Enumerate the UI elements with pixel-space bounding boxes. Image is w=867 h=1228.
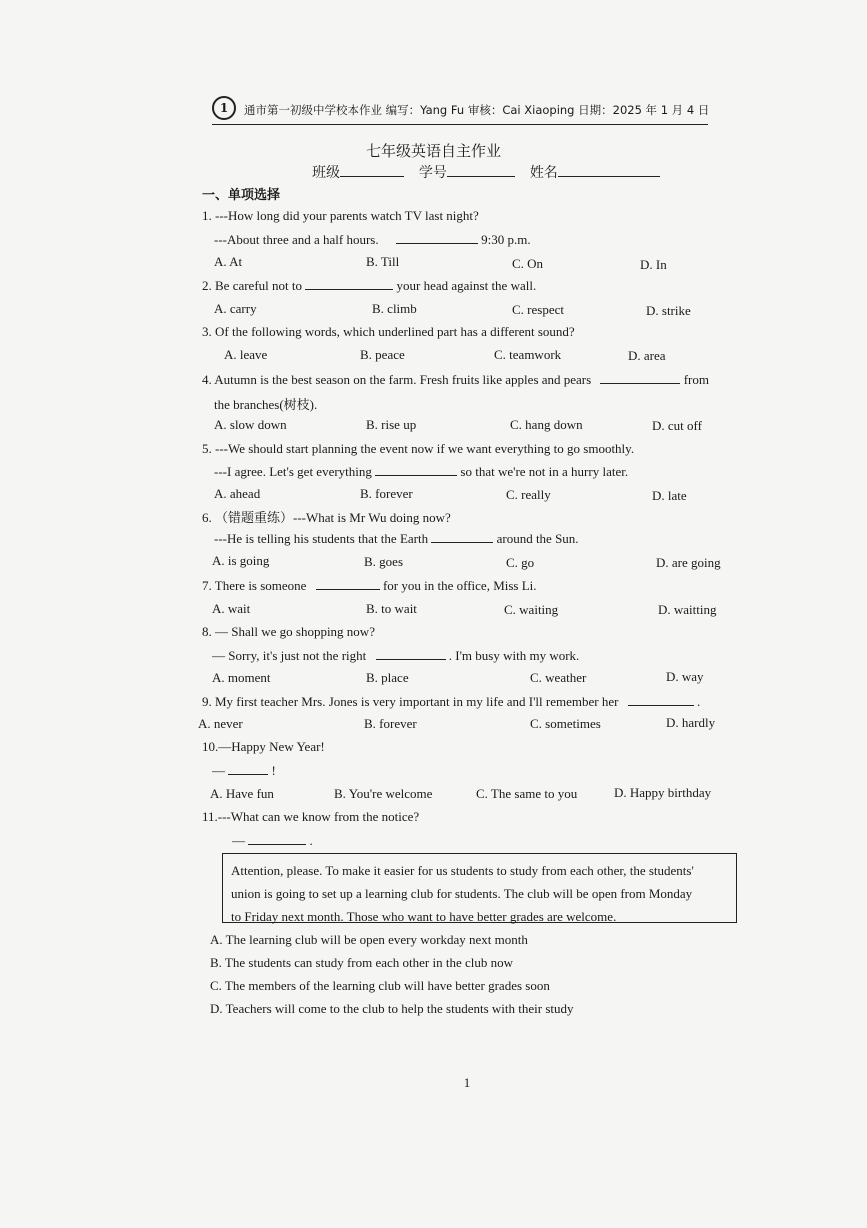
option-1b[interactable]: B. Till	[366, 254, 400, 269]
question-7-text: 7. There is someone	[202, 578, 307, 593]
question-11-answer-line	[232, 832, 313, 849]
notice-line-2: union is going to set up a learning club for students. The club will be open from Monday	[231, 886, 693, 901]
question-4-text-end: from	[683, 372, 709, 387]
option-10d[interactable]: D. Happy birthday	[614, 785, 712, 800]
question-1-text-end: 9:30 p.m.	[481, 232, 531, 247]
question-5-blank[interactable]	[375, 463, 457, 476]
question-4-blank[interactable]	[600, 371, 680, 384]
option-5c[interactable]: C. really	[506, 487, 551, 502]
option-1c[interactable]: C. On	[512, 256, 544, 271]
question-1-stem: 1. ---How long did your parents watch TV last night?	[202, 208, 479, 223]
question-5-stem: 5. ---We should start planning the event now if we want everything to go smoothly.	[202, 441, 635, 456]
number-blank[interactable]	[447, 164, 515, 177]
question-7-text-end: for you in the office, Miss Li.	[382, 578, 537, 593]
option-10a[interactable]: A. Have fun	[210, 786, 274, 801]
question-6-stem: 6. （错题重练）---What is Mr Wu doing now?	[202, 510, 451, 525]
question-2-text-end: your head against the wall.	[396, 278, 537, 293]
question-8-text-end: . I'm busy with my work.	[448, 648, 580, 663]
option-9d[interactable]: D. hardly	[666, 715, 716, 730]
page-title: 七年级英语自主作业	[365, 142, 501, 160]
question-10-stem: 10.—Happy New Year!	[202, 739, 325, 754]
option-4d[interactable]: D. cut off	[652, 418, 702, 433]
option-6b[interactable]: B. goes	[364, 554, 403, 569]
question-10-text-end: !	[271, 763, 276, 778]
question-10-dash: —	[212, 763, 225, 778]
question-9-text-end: .	[696, 694, 701, 709]
option-2d[interactable]: D. strike	[646, 303, 691, 318]
option-11a[interactable]: A. The learning club will be open every workday next month	[210, 932, 528, 947]
name-blank[interactable]	[558, 164, 660, 177]
option-3a[interactable]: A. leave	[224, 347, 268, 362]
question-5-text-end: so that we're not in a hurry later.	[460, 464, 629, 479]
question-5-text: ---I agree. Let's get everything	[214, 464, 372, 479]
name-label: 姓名	[529, 165, 558, 181]
question-7-blank[interactable]	[316, 577, 380, 590]
notice-line-1: Attention, please. To make it easier for us students to study from each other, the students'	[231, 863, 694, 878]
question-5-answer-line	[214, 463, 628, 480]
option-7d[interactable]: D. waitting	[658, 602, 717, 617]
option-6c[interactable]: C. go	[506, 555, 535, 570]
question-8-text: — Sorry, it's just not the right	[212, 648, 367, 663]
question-1-blank[interactable]	[396, 231, 478, 244]
option-5d[interactable]: D. late	[652, 488, 687, 503]
option-3c[interactable]: C. teamwork	[494, 347, 562, 362]
option-1d[interactable]: D. In	[640, 257, 667, 272]
student-info-row	[312, 162, 660, 182]
option-10b[interactable]: B. You're welcome	[334, 786, 433, 801]
question-4-stem	[202, 371, 709, 388]
option-8a[interactable]: A. moment	[212, 670, 271, 685]
option-11c[interactable]: C. The members of the learning club will have better grades soon	[210, 978, 550, 993]
question-2-stem	[202, 277, 536, 294]
question-10-blank[interactable]	[228, 762, 268, 775]
option-7b[interactable]: B. to wait	[366, 601, 417, 616]
question-1-answer-line	[214, 231, 531, 248]
question-9-stem	[202, 693, 700, 710]
class-label: 班级	[312, 165, 340, 181]
class-blank[interactable]	[340, 164, 404, 177]
question-4-stem-continued: the branches(树枝).	[214, 397, 318, 412]
option-8c[interactable]: C. weather	[530, 670, 587, 685]
question-10-answer-line	[212, 762, 276, 779]
section-heading: 一、单项选择	[202, 188, 281, 203]
question-6-blank[interactable]	[431, 530, 493, 543]
question-9-blank[interactable]	[628, 693, 694, 706]
option-2b[interactable]: B. climb	[372, 301, 417, 316]
school-header	[212, 96, 708, 125]
option-5a[interactable]: A. ahead	[214, 486, 261, 501]
question-2-text: 2. Be careful not to	[202, 278, 302, 293]
question-8-blank[interactable]	[376, 647, 446, 660]
option-11d[interactable]: D. Teachers will come to the club to help the students with their study	[210, 1001, 574, 1016]
option-3d[interactable]: D. area	[628, 348, 666, 363]
question-6-text-end: around the Sun.	[496, 531, 579, 546]
option-4b[interactable]: B. rise up	[366, 417, 417, 432]
question-8-stem: 8. — Shall we go shopping now?	[202, 624, 375, 639]
question-11-text-end: .	[309, 833, 313, 848]
option-9b[interactable]: B. forever	[364, 716, 417, 731]
option-7c[interactable]: C. waiting	[504, 602, 559, 617]
option-6d[interactable]: D. are going	[656, 555, 721, 570]
question-11-blank[interactable]	[248, 832, 306, 845]
question-11-stem: 11.---What can we know from the notice?	[202, 809, 420, 824]
option-10c[interactable]: C. The same to you	[476, 786, 578, 801]
school-seal-icon: 1	[212, 96, 236, 120]
question-6-text: ---He is telling his students that the Earth	[214, 531, 429, 546]
option-8d[interactable]: D. way	[666, 669, 704, 684]
question-6-answer-line	[214, 530, 579, 547]
question-9-text: 9. My first teacher Mrs. Jones is very important in my life and I'll remember her	[202, 694, 619, 709]
question-1-text: ---About three and a half hours.	[214, 232, 379, 247]
header-text: 通市第一初级中学校本作业 编写：Yang Fu 审核：Cai Xiaoping 日期：2025 年 1 月 4 日	[244, 103, 710, 117]
question-2-blank[interactable]	[305, 277, 393, 290]
option-4c[interactable]: C. hang down	[510, 417, 583, 432]
option-1a[interactable]: A. At	[214, 254, 243, 269]
option-9c[interactable]: C. sometimes	[530, 716, 601, 731]
notice-line-3: to Friday next month. Those who want to have better grades are welcome.	[231, 909, 617, 924]
question-7-stem	[202, 577, 537, 594]
option-4a[interactable]: A. slow down	[214, 417, 287, 432]
option-2a[interactable]: A. carry	[214, 301, 257, 316]
question-4-text: 4. Autumn is the best season on the farm. Fresh fruits like apples and pears	[202, 372, 592, 387]
number-label: 学号	[418, 165, 447, 181]
option-5b[interactable]: B. forever	[360, 486, 413, 501]
notice-box	[222, 853, 737, 923]
question-11-dash: —	[232, 833, 245, 848]
option-8b[interactable]: B. place	[366, 670, 409, 685]
option-2c[interactable]: C. respect	[512, 302, 564, 317]
question-3-stem: 3. Of the following words, which underlined part has a different sound?	[202, 324, 575, 339]
option-6a[interactable]: A. is going	[212, 553, 270, 568]
option-9a[interactable]: A. never	[198, 716, 243, 731]
question-8-answer-line	[212, 647, 579, 664]
option-7a[interactable]: A. wait	[212, 601, 251, 616]
option-3b[interactable]: B. peace	[360, 347, 405, 362]
option-11b[interactable]: B. The students can study from each other in the club now	[210, 955, 514, 970]
page-number: 1	[463, 1075, 471, 1090]
